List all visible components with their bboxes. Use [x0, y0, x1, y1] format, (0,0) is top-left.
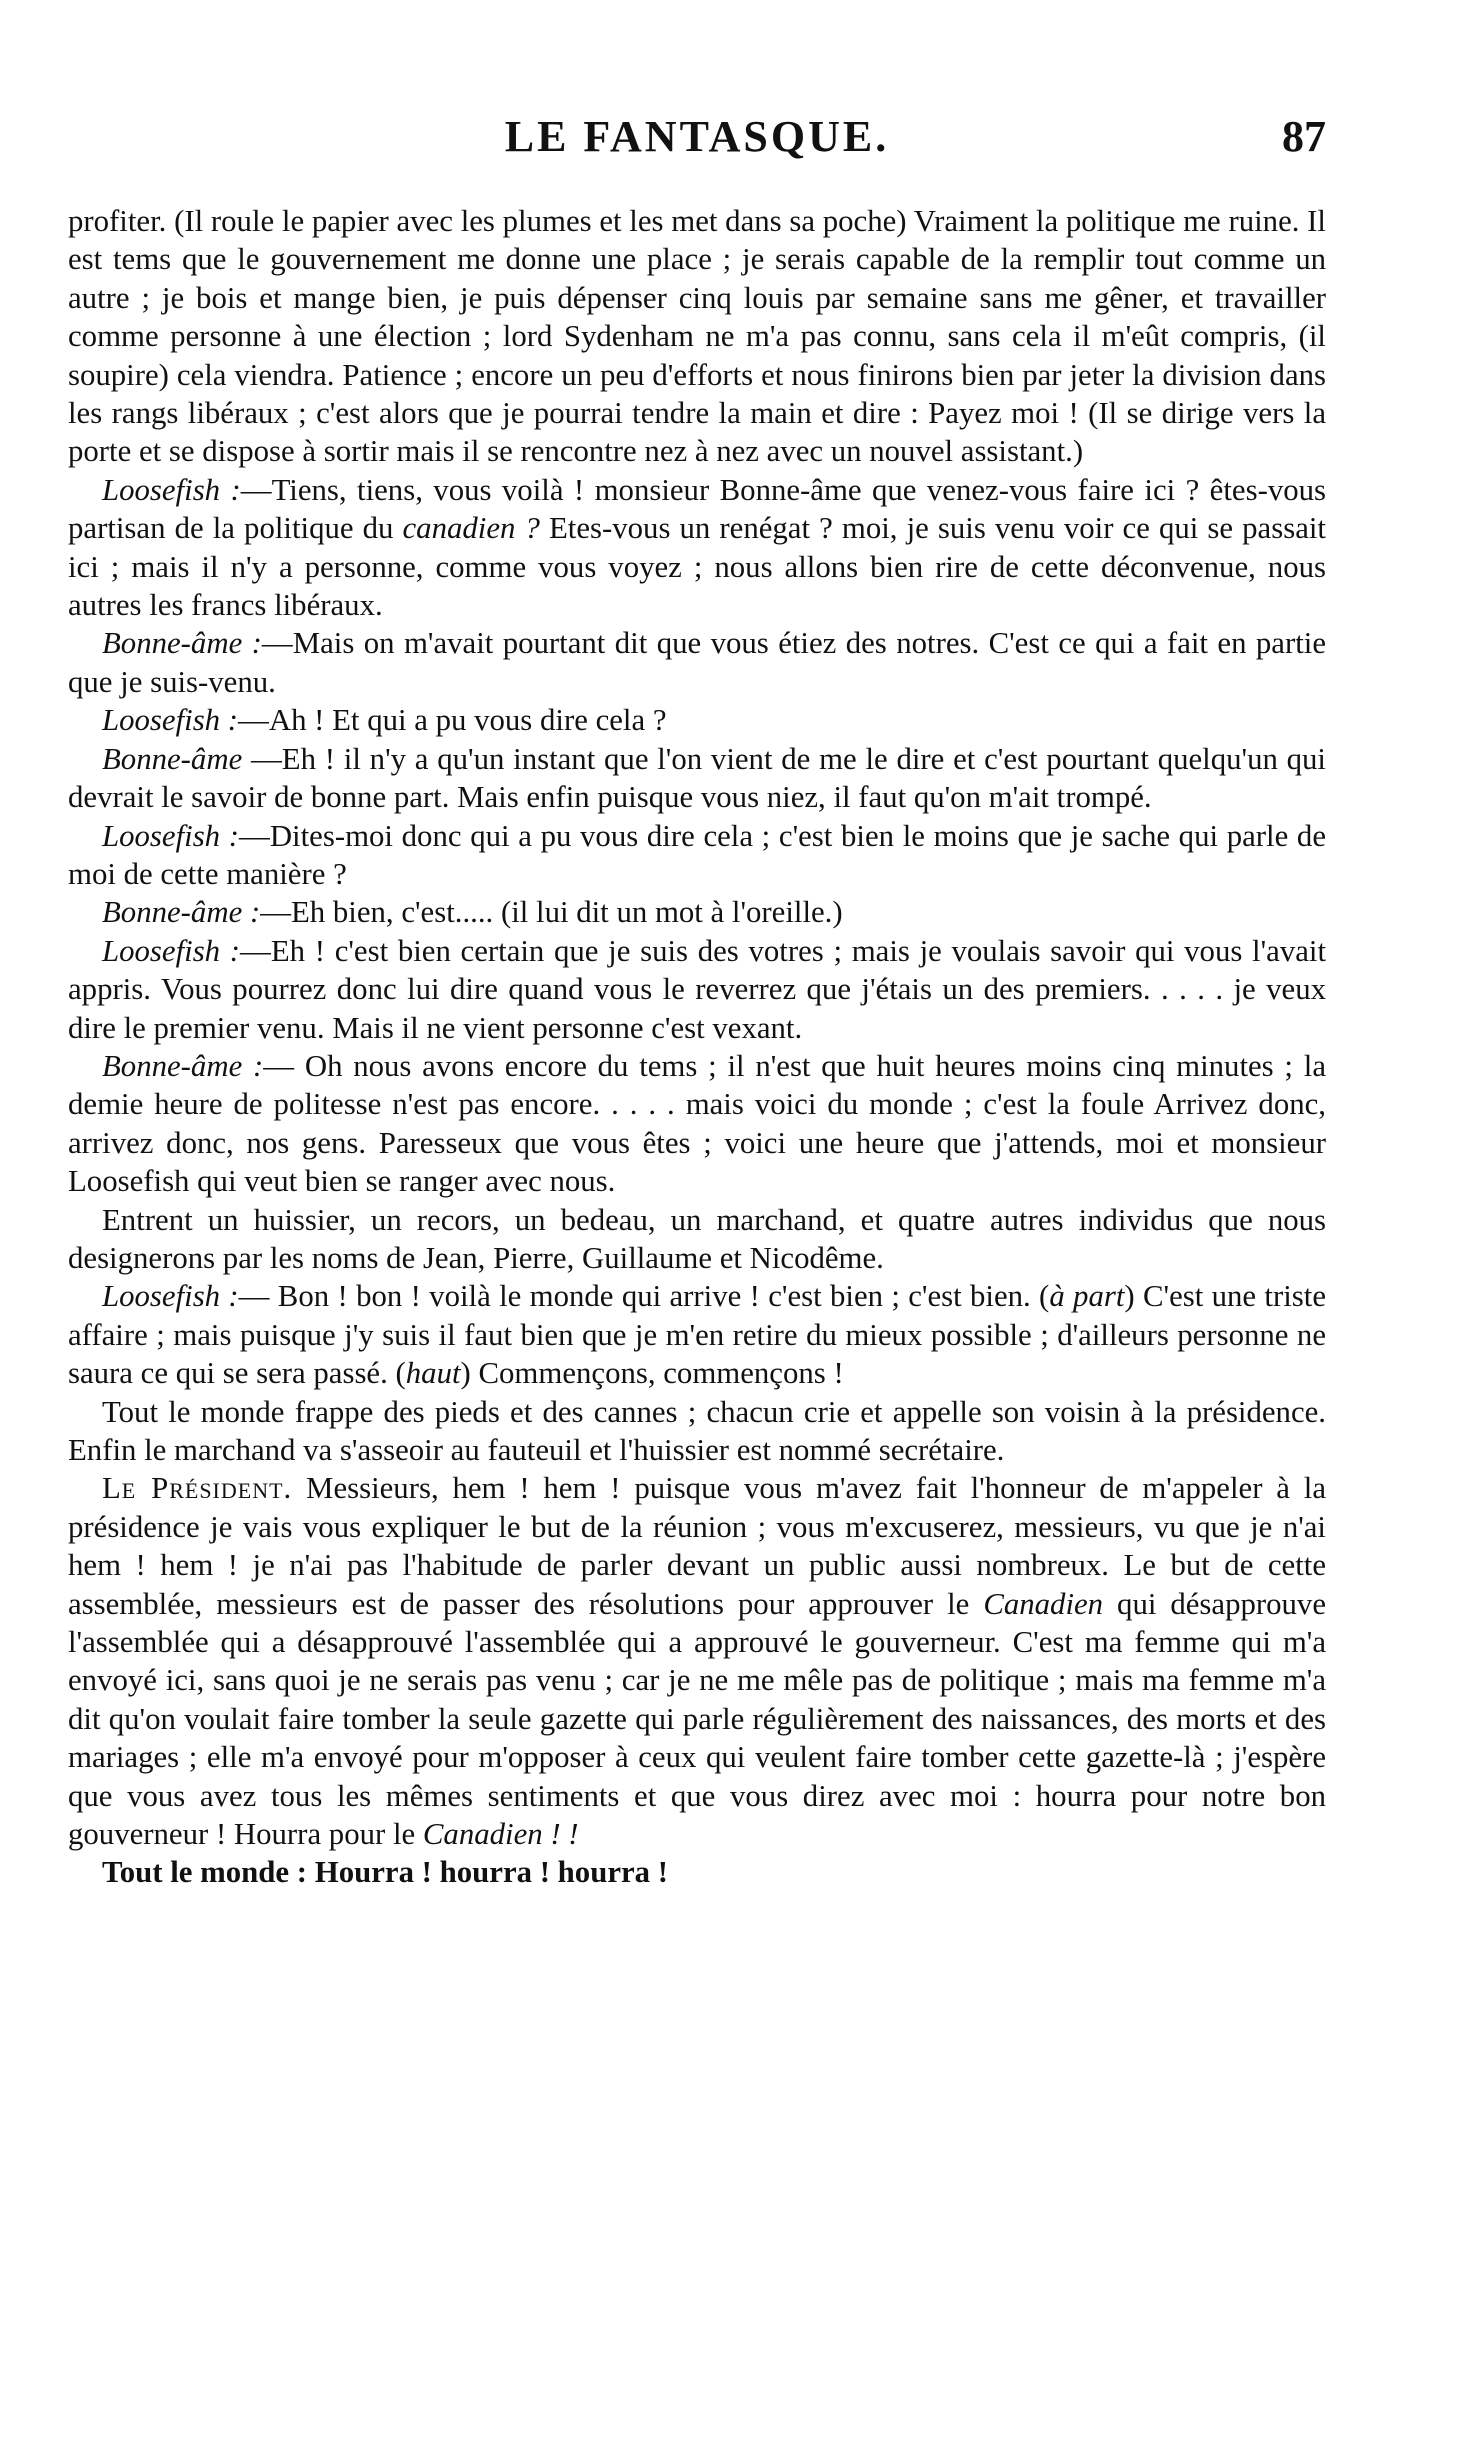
closing-line	[68, 1853, 1326, 1891]
president-speech	[68, 1469, 1326, 1853]
body-text	[68, 202, 1326, 1892]
dialogue-line	[68, 740, 1326, 817]
dialogue-text: —Dites-moi donc qui a pu vous dire cela ; c'est bien le moins que je sache qui parle de moi de cette manière ?	[68, 818, 1326, 891]
emphasis-text: haut	[405, 1356, 461, 1391]
emphasis-text: Canadien ! !	[422, 1817, 579, 1852]
dialogue-line	[68, 932, 1326, 1047]
speaker-name: Loosefish :	[102, 1279, 239, 1314]
page-title: LE FANTASQUE.	[504, 112, 890, 161]
speech-text: Messieurs, hem ! hem ! puisque vous m'avez fait l'honneur de m'appeler à la présidence je vais vous expliquer le but de la réunion ; vous m'excuserez, messieurs, vu que je n'ai hem ! hem ! je n'ai pas l'habitude de parler devant un public aussi nombreux. Le but de cette assemblée, messieurs est de passer des résolutions pour approuver le	[68, 1471, 1326, 1621]
dialogue-text: —Ah ! Et qui a pu vous dire cela ?	[238, 703, 667, 738]
speaker-name: Bonne-âme	[102, 741, 243, 776]
speaker-name: Loosefish :	[102, 933, 241, 968]
dialogue-text: —Eh ! c'est bien certain que je suis des votres ; mais je voulais savoir qui vous l'avait appris. Vous pourrez donc lui dire quand vous le reverrez que j'étais un des premiers. . . . . je veux dire le premier venu. Mais il ne vient personne c'est vexant.	[68, 933, 1326, 1045]
dialogue-text: ) C'est une triste affaire ; mais puisque j'y suis il faut bien que je m'en retire du mieux possible ; d'ailleurs personne ne saura ce qui se sera passé. (	[68, 1279, 1327, 1391]
paragraph-text: profiter. (Il roule le papier avec les plumes et les met dans sa poche) Vraiment la politique me ruine. Il est tems que le gouvernement me donne une place ; je serais capable de la remplir tout comme un autre ; je bois et mange bien, je puis dépenser cinq louis par semaine sans me gêner, et travailler comme personne à une élection ; lord Sydenham ne m'a pas connu, sans cela il m'eût compris, (il soupire) cela viendra. Patience ; encore un peu d'efforts et nous finirons bien par jeter la division dans les rangs libéraux ; c'est alors que je pourrai tendre la main et dire : Payez moi ! (Il se dirige vers la porte et se dispose à sortir mais il se rencontre nez à nez avec un nouvel assistant.)	[68, 204, 1326, 469]
dialogue-text: —Eh ! il n'y a qu'un instant que l'on vient de me le dire et c'est pourtant quelqu'un qui devrait le savoir de bonne part. Mais enfin puisque vous niez, il faut qu'on m'ait trompé.	[68, 741, 1326, 815]
dialogue-text: — Oh nous avons encore du tems ; il n'est que huit heures moins cinq minutes ; la demie heure de politesse n'est pas encore. . . . . mais voici du monde ; c'est la foule Arrivez donc, arrivez donc, nos gens. Paresseux que vous êtes ; voici une heure que j'attends, moi et monsieur Loosefish qui veut bien se ranger avec nous.	[68, 1048, 1326, 1199]
dialogue-line	[68, 471, 1326, 625]
paragraph-opening	[68, 202, 1326, 471]
dialogue-text: —Mais on m'avait pourtant dit que vous étiez des notres. C'est ce qui a fait en partie que je suis-venu.	[68, 626, 1326, 699]
emphasis-text: Canadien	[983, 1586, 1104, 1621]
speaker-name: Bonne-âme :	[102, 1048, 264, 1083]
speaker-name: Le Président.	[102, 1471, 293, 1506]
dialogue-line	[68, 1277, 1326, 1392]
dialogue-text: —Eh bien, c'est..... (il lui dit un mot à l'oreille.)	[260, 895, 843, 930]
stage-direction	[68, 1393, 1326, 1470]
speaker-name: Bonne-âme :	[102, 895, 261, 930]
emphasis-text: canadien ?	[402, 511, 540, 546]
page-number: 87	[1282, 112, 1326, 161]
speaker-name: Loosefish :	[102, 818, 240, 853]
dialogue-line	[68, 624, 1326, 701]
dialogue-text: ) Commençons, commençons !	[460, 1356, 844, 1391]
dialogue-text: —Tiens, tiens, vous voilà ! monsieur Bonne-âme que venez-vous faire ici ? êtes-vous partisan de la politique du	[68, 472, 1327, 546]
speaker-name: Tout le monde :	[102, 1855, 308, 1890]
dialogue-line	[68, 893, 1326, 931]
dialogue-text: Etes-vous un renégat ? moi, je suis venu voir ce qui se passait ici ; mais il n'y a personne, comme vous voyez ; nous allons bien rire de cette déconvenue, nous autres les francs libéraux.	[68, 511, 1326, 623]
dialogue-line	[68, 701, 1326, 739]
emphasis-text: à part	[1049, 1279, 1125, 1314]
speaker-name: Bonne-âme :	[102, 626, 262, 661]
dialogue-text: — Bon ! bon ! voilà le monde qui arrive ! c'est bien ; c'est bien. (	[238, 1279, 1050, 1314]
closing-text: Hourra ! hourra ! hourra !	[307, 1855, 669, 1890]
speech-text: qui désapprouve l'assemblée qui a désapprouvé l'assemblée qui a approuvé le gouverneur. C'est ma femme qui m'a envoyé ici, sans quoi je ne serais pas venu ; car je ne me mêle pas de politique ; mais ma femme m'a dit qu'on voulait faire tomber la seule gazette qui parle régulièrement des naissances, des morts et des mariages ; elle m'a envoyé pour m'opposer à ceux qui veulent faire tomber cette gazette-là ; j'espère que vous avez tous les mêmes sentiments et que vous direz avec moi : hourra pour notre bon gouverneur ! Hourra pour le	[68, 1586, 1326, 1852]
dialogue-line	[68, 1047, 1326, 1201]
speaker-name: Loosefish :	[102, 703, 239, 738]
stage-direction	[68, 1201, 1326, 1278]
stage-direction-text: Entrent un huissier, un recors, un bedeau, un marchand, et quatre autres individus que nous designerons par les noms de Jean, Pierre, Guillaume et Nicodême.	[68, 1202, 1326, 1275]
speaker-name: Loosefish :	[102, 472, 241, 507]
running-head	[68, 112, 1326, 202]
dialogue-line	[68, 817, 1326, 894]
stage-direction-text: Tout le monde frappe des pieds et des cannes ; chacun crie et appelle son voisin à la présidence. Enfin le marchand va s'asseoir au fauteuil et l'huissier est nommé secrétaire.	[68, 1394, 1326, 1467]
